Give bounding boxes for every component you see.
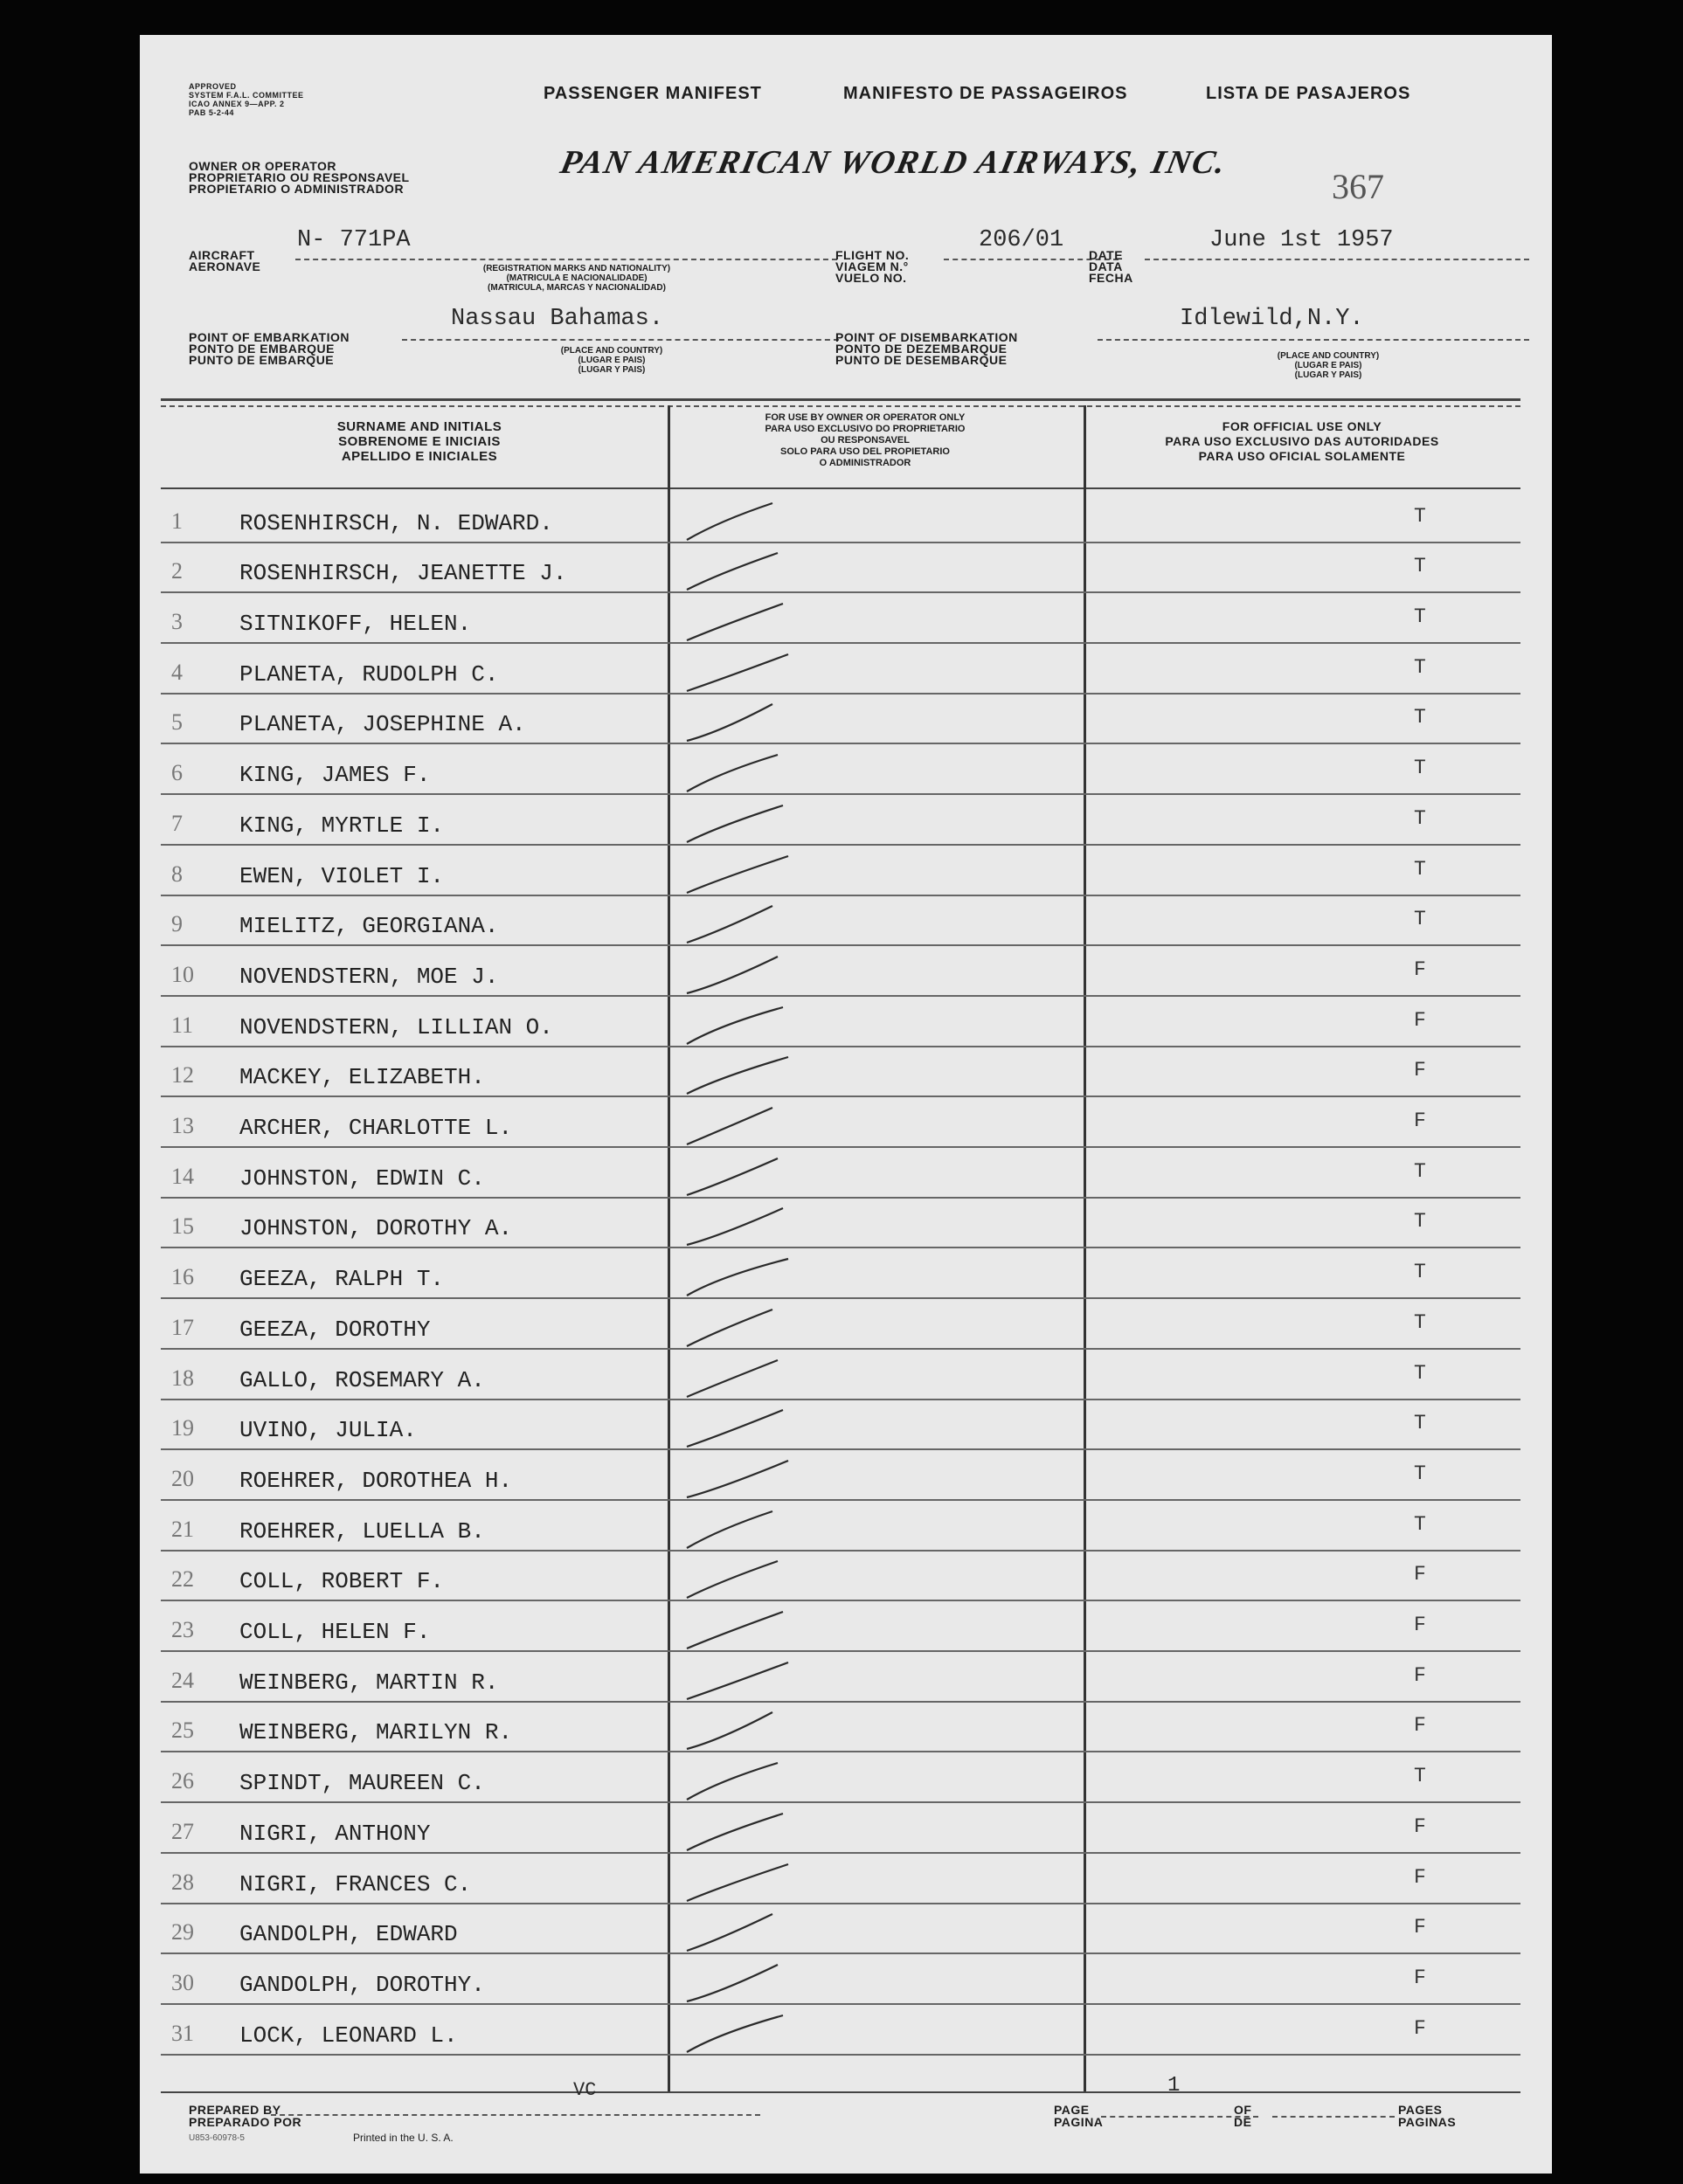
aircraft-labels — [189, 250, 260, 273]
col-owner-header — [673, 412, 1057, 469]
check-mark-icon — [685, 1508, 799, 1552]
official-code: F — [1414, 2016, 1426, 2040]
col-name-line: APELLIDO E INICIALES — [341, 449, 498, 464]
official-code: F — [1414, 1916, 1426, 1939]
col-official-line: FOR OFFICIAL USE ONLY — [1222, 419, 1382, 433]
footer-rule — [161, 2091, 1520, 2093]
operator-name: PAN AMERICAN WORLD AIRWAYS, INC. — [557, 144, 1231, 181]
of-label: OF — [1234, 2103, 1252, 2117]
row-number: 1 — [171, 508, 183, 534]
check-mark-icon — [685, 1759, 799, 1803]
row-number: 17 — [171, 1314, 194, 1340]
of-labels — [1234, 2104, 1251, 2128]
official-code: T — [1414, 1159, 1426, 1183]
table-row — [161, 1248, 1520, 1300]
check-mark-icon — [685, 2012, 799, 2056]
official-code: T — [1414, 655, 1426, 679]
embark-line — [402, 339, 839, 341]
title-pt: MANIFESTO DE PASSAGEIROS — [843, 84, 1128, 103]
passenger-name: NOVENDSTERN, MOE J. — [239, 963, 499, 990]
check-mark-icon — [685, 1155, 799, 1199]
row-number: 22 — [171, 1566, 194, 1593]
passenger-name: UVINO, JULIA. — [239, 1417, 417, 1444]
flight-label: VIAGEM N.° — [835, 259, 909, 273]
official-code: T — [1414, 504, 1426, 528]
official-code: T — [1414, 1462, 1426, 1485]
table-row — [161, 1399, 1520, 1451]
aircraft-label: AERONAVE — [189, 259, 261, 273]
approval-block — [189, 82, 304, 117]
owner-label: OWNER OR OPERATOR — [189, 159, 336, 173]
embark-label: POINT OF EMBARKATION — [189, 330, 350, 344]
row-number: 29 — [171, 1919, 194, 1946]
official-code: F — [1414, 1714, 1426, 1738]
row-number: 24 — [171, 1667, 194, 1693]
check-mark-icon — [685, 1810, 799, 1854]
table-row — [161, 1499, 1520, 1552]
table-top-rule — [161, 398, 1520, 401]
official-code: T — [1414, 1210, 1426, 1234]
owner-label: PROPRIETARIO OU RESPONSAVEL — [189, 170, 410, 184]
passenger-name: NIGRI, FRANCES C. — [239, 1870, 472, 1897]
table-row — [161, 642, 1520, 695]
row-number: 20 — [171, 1465, 194, 1491]
check-mark-icon — [685, 1659, 799, 1703]
row-number: 25 — [171, 1717, 194, 1744]
check-mark-icon — [685, 1961, 799, 2005]
table-row — [161, 1146, 1520, 1199]
approval-line: SYSTEM F.A.L. COMMITTEE — [189, 91, 304, 100]
col-owner-line: OU RESPONSAVEL — [821, 435, 910, 446]
row-number: 28 — [171, 1869, 194, 1895]
passenger-name: ROSENHIRSCH, JEANETTE J. — [239, 560, 567, 587]
passenger-name: JOHNSTON, EDWIN C. — [239, 1165, 485, 1192]
col-official-line: PARA USO EXCLUSIVO DAS AUTORIDADES — [1165, 434, 1439, 448]
table-row — [161, 1197, 1520, 1249]
disembarkation-value: Idlewild,N.Y. — [1180, 306, 1364, 332]
page-value: 1 — [1167, 2074, 1181, 2098]
aircraft-value: N- 771PA — [297, 227, 411, 253]
passenger-name: MACKEY, ELIZABETH. — [239, 1064, 485, 1091]
check-mark-icon — [685, 1457, 799, 1501]
place-note: (PLACE AND COUNTRY) — [560, 346, 663, 356]
col-official-line: PARA USO OFICIAL SOLAMENTE — [1198, 449, 1406, 463]
pages-label: PAGES — [1398, 2103, 1443, 2117]
passenger-name: COLL, HELEN F. — [239, 1619, 431, 1646]
prepared-line — [271, 2114, 760, 2116]
passenger-name: WEINBERG, MARTIN R. — [239, 1669, 499, 1696]
embarkation-value: Nassau Bahamas. — [451, 306, 664, 332]
passenger-name: ROSENHIRSCH, N. EDWARD. — [239, 509, 553, 536]
disembark-label: PUNTO DE DESEMBARQUE — [835, 353, 1008, 367]
passenger-name: GEEZA, RALPH T. — [239, 1266, 445, 1293]
row-number: 5 — [171, 709, 183, 736]
passenger-name: GANDOLPH, EDWARD — [239, 1921, 458, 1948]
check-mark-icon — [685, 1255, 799, 1299]
page-labels — [1054, 2104, 1103, 2128]
passenger-name: PLANETA, JOSEPHINE A. — [239, 711, 526, 738]
table-row — [161, 844, 1520, 896]
check-mark-icon — [685, 701, 799, 744]
table-row — [161, 2003, 1520, 2056]
row-number: 16 — [171, 1264, 194, 1290]
check-mark-icon — [685, 1104, 799, 1148]
place-notes — [507, 346, 717, 375]
row-number: 6 — [171, 760, 183, 786]
prepared-by-value: VC — [573, 2079, 597, 2101]
prepared-label: PREPARADO POR — [189, 2115, 302, 2129]
check-mark-icon — [685, 1357, 799, 1400]
approval-line: ICAO ANNEX 9—APP. 2 — [189, 100, 285, 108]
passenger-name: SITNIKOFF, HELEN. — [239, 611, 472, 638]
official-code: T — [1414, 706, 1426, 729]
passenger-name: KING, JAMES F. — [239, 762, 431, 789]
official-code: F — [1414, 1614, 1426, 1637]
official-code: T — [1414, 757, 1426, 780]
aircraft-label: AIRCRAFT — [189, 248, 255, 262]
page-stamp: 367 — [1332, 167, 1384, 206]
table-row — [161, 1297, 1520, 1350]
passenger-name: JOHNSTON, DOROTHY A. — [239, 1215, 513, 1242]
row-number: 23 — [171, 1617, 194, 1643]
official-code: T — [1414, 555, 1426, 578]
table-top-rule-2 — [161, 405, 1520, 407]
disembark-line — [1098, 339, 1529, 341]
official-code: F — [1414, 1059, 1426, 1082]
disembark-labels — [835, 332, 1018, 366]
check-mark-icon — [685, 1205, 799, 1248]
table-row — [161, 1600, 1520, 1652]
table-row — [161, 743, 1520, 796]
table-row — [161, 693, 1520, 745]
table-row — [161, 1448, 1520, 1501]
col-name-line: SOBRENOME E INICIAIS — [338, 434, 501, 449]
flight-label: VUELO NO. — [835, 271, 907, 285]
date-labels — [1089, 250, 1133, 284]
check-mark-icon — [685, 1709, 799, 1752]
col-name-header — [192, 419, 647, 464]
official-code: T — [1414, 1412, 1426, 1435]
passenger-name: ROEHRER, LUELLA B. — [239, 1517, 485, 1545]
passenger-name: SPINDT, MAUREEN C. — [239, 1770, 485, 1797]
of-label: DE — [1234, 2115, 1252, 2129]
check-mark-icon — [685, 651, 799, 695]
flight-labels — [835, 250, 909, 284]
form-number: U853-60978-5 — [189, 2133, 245, 2143]
table-row — [161, 1801, 1520, 1854]
page-label: PAGE — [1054, 2103, 1090, 2117]
check-mark-icon — [685, 549, 799, 593]
check-mark-icon — [685, 1911, 799, 1954]
row-number: 15 — [171, 1213, 194, 1240]
row-number: 30 — [171, 1969, 194, 1995]
passenger-name: NIGRI, ANTHONY — [239, 1820, 431, 1847]
approval-line: APPROVED — [189, 82, 237, 91]
check-mark-icon — [685, 1306, 799, 1350]
title-en: PASSENGER MANIFEST — [544, 84, 762, 103]
row-number: 12 — [171, 1062, 194, 1089]
table-row — [161, 895, 1520, 947]
table-row — [161, 944, 1520, 997]
date-label: DATE — [1089, 248, 1124, 262]
date-label: FECHA — [1089, 271, 1133, 285]
row-number: 11 — [171, 1012, 194, 1038]
official-code: F — [1414, 1814, 1426, 1838]
prepared-labels — [189, 2104, 301, 2128]
table-row — [161, 793, 1520, 846]
table-row — [161, 1952, 1520, 2005]
passenger-name: GANDOLPH, DOROTHY. — [239, 1971, 485, 1998]
row-number: 19 — [171, 1415, 194, 1441]
row-number: 31 — [171, 2020, 194, 2046]
row-number: 8 — [171, 860, 183, 887]
col-name-line: SURNAME AND INITIALS — [336, 419, 502, 434]
passenger-name: COLL, ROBERT F. — [239, 1568, 445, 1595]
table-row — [161, 591, 1520, 644]
row-number: 2 — [171, 558, 183, 584]
passenger-name: MIELITZ, GEORGIANA. — [239, 913, 499, 940]
table-row — [161, 1752, 1520, 1804]
table-row — [161, 1852, 1520, 1904]
pages-labels — [1398, 2104, 1456, 2128]
place-note: (LUGAR Y PAIS) — [1294, 370, 1362, 380]
row-number: 4 — [171, 659, 183, 685]
table-row — [161, 1701, 1520, 1753]
place-note: (LUGAR Y PAIS) — [578, 365, 646, 375]
col-official-header — [1092, 419, 1512, 464]
col-owner-line: PARA USO EXCLUSIVO DO PROPRIETARIO — [765, 424, 966, 434]
official-code: T — [1414, 1261, 1426, 1284]
table-row — [161, 995, 1520, 1047]
official-code: F — [1414, 1008, 1426, 1032]
printed-note: Printed in the U. S. A. — [353, 2132, 454, 2144]
disembark-label: POINT OF DISEMBARKATION — [835, 330, 1018, 344]
official-code: F — [1414, 1109, 1426, 1133]
place-note: (PLACE AND COUNTRY) — [1277, 351, 1380, 361]
passenger-name: KING, MYRTLE I. — [239, 812, 445, 839]
embark-label: PONTO DE EMBARQUE — [189, 342, 335, 356]
official-code: T — [1414, 1310, 1426, 1334]
date-line — [1145, 259, 1529, 260]
approval-line: PAB 5-2-44 — [189, 108, 234, 117]
passenger-name: ROEHRER, DOROTHEA H. — [239, 1467, 513, 1494]
passenger-name: ARCHER, CHARLOTTE L. — [239, 1115, 513, 1142]
check-mark-icon — [685, 1406, 799, 1450]
table-row — [161, 1903, 1520, 1955]
pages-label: PAGINAS — [1398, 2115, 1457, 2129]
official-code: F — [1414, 957, 1426, 981]
check-mark-icon — [685, 902, 799, 946]
prepared-label: PREPARED BY — [189, 2103, 281, 2117]
passenger-name: EWEN, VIOLET I. — [239, 862, 445, 889]
passenger-name: PLANETA, RUDOLPH C. — [239, 660, 499, 688]
flight-label: FLIGHT NO. — [835, 248, 910, 262]
passenger-name: GEEZA, DOROTHY — [239, 1316, 431, 1343]
official-code: T — [1414, 1512, 1426, 1536]
check-mark-icon — [685, 853, 799, 896]
of-line — [1272, 2116, 1395, 2118]
registration-notes — [384, 264, 769, 293]
col-owner-line: SOLO PARA USO DEL PROPIETARIO — [780, 446, 950, 457]
header-bottom-rule — [161, 487, 1520, 489]
col-owner-line: O ADMINISTRADOR — [819, 458, 911, 468]
official-code: F — [1414, 1865, 1426, 1889]
row-number: 18 — [171, 1365, 194, 1391]
passenger-name: WEINBERG, MARILYN R. — [239, 1719, 513, 1746]
title-es: LISTA DE PASAJEROS — [1206, 84, 1411, 103]
date-label: DATA — [1089, 259, 1123, 273]
official-code: T — [1414, 605, 1426, 629]
official-code: T — [1414, 1765, 1426, 1788]
row-number: 10 — [171, 961, 194, 987]
embark-labels — [189, 332, 350, 366]
table-row — [161, 1046, 1520, 1098]
official-code: T — [1414, 908, 1426, 931]
row-number: 13 — [171, 1113, 194, 1139]
official-code: F — [1414, 1663, 1426, 1687]
table-row — [161, 1348, 1520, 1400]
check-mark-icon — [685, 1558, 799, 1601]
table-row — [161, 1095, 1520, 1148]
owner-label: PROPIETARIO O ADMINISTRADOR — [189, 182, 405, 196]
official-code: T — [1414, 806, 1426, 830]
place-notes-2 — [1223, 351, 1433, 380]
check-mark-icon — [685, 1054, 799, 1097]
place-note: (LUGAR E PAIS) — [578, 356, 646, 365]
check-mark-icon — [685, 751, 799, 795]
row-number: 9 — [171, 911, 183, 937]
passenger-name: LOCK, LEONARD L. — [239, 2022, 458, 2049]
table-row — [161, 491, 1520, 543]
passenger-name: GALLO, ROSEMARY A. — [239, 1366, 485, 1393]
row-number: 3 — [171, 609, 183, 635]
row-number: 26 — [171, 1768, 194, 1794]
row-number: 7 — [171, 810, 183, 836]
check-mark-icon — [685, 600, 799, 644]
row-number: 27 — [171, 1818, 194, 1844]
check-mark-icon — [685, 1861, 799, 1904]
official-code: T — [1414, 1361, 1426, 1385]
registration-note: (REGISTRATION MARKS AND NATIONALITY) — [482, 264, 671, 273]
registration-note: (MATRICULA, MARCAS Y NACIONALIDAD) — [488, 283, 666, 293]
disembark-label: PONTO DE DEZEMBARQUE — [835, 342, 1008, 356]
date-value: June 1st 1957 — [1209, 227, 1394, 253]
check-mark-icon — [685, 953, 799, 997]
page-label: PAGINA — [1054, 2115, 1104, 2129]
official-code: T — [1414, 857, 1426, 881]
check-mark-icon — [685, 500, 799, 543]
table-row — [161, 542, 1520, 594]
table-row — [161, 1550, 1520, 1602]
row-number: 21 — [171, 1516, 194, 1542]
registration-note: (MATRICULA E NACIONALIDADE) — [506, 273, 648, 283]
embark-label: PUNTO DE EMBARQUE — [189, 353, 335, 367]
passenger-name: NOVENDSTERN, LILLIAN O. — [239, 1013, 553, 1040]
check-mark-icon — [685, 1608, 799, 1652]
owner-labels — [189, 161, 410, 195]
row-number: 14 — [171, 1163, 194, 1189]
official-code: F — [1414, 1966, 1426, 1989]
aircraft-line — [295, 259, 837, 260]
flight-value: 206/01 — [979, 227, 1064, 253]
table-row — [161, 1650, 1520, 1703]
place-note: (LUGAR E PAIS) — [1294, 361, 1362, 370]
col-owner-line: FOR USE BY OWNER OR OPERATOR ONLY — [765, 412, 966, 423]
official-code: F — [1414, 1563, 1426, 1586]
check-mark-icon — [685, 1004, 799, 1047]
manifest-sheet — [140, 35, 1552, 2174]
check-mark-icon — [685, 802, 799, 846]
